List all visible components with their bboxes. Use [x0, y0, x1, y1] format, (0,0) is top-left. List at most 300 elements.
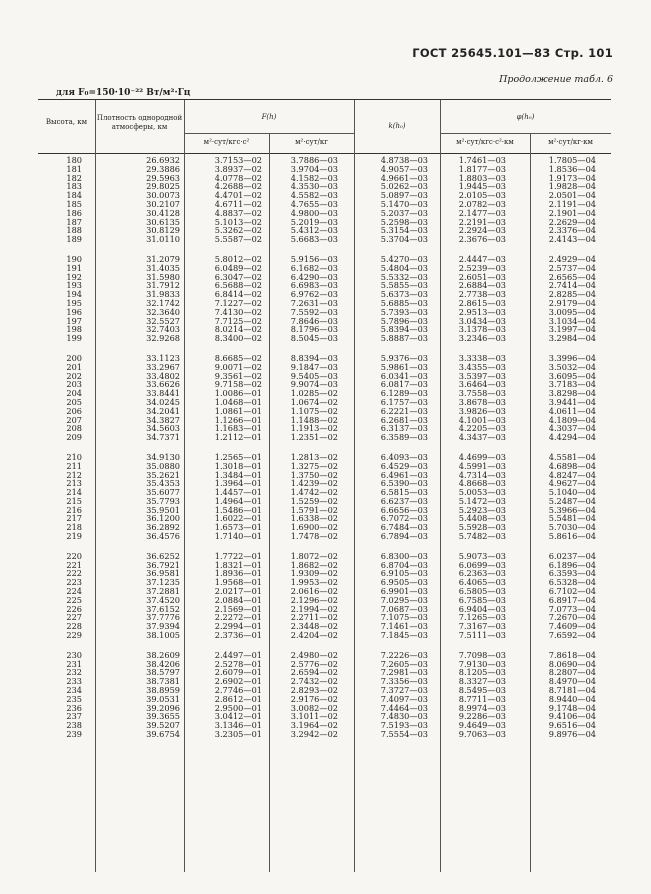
altitude-cell: 221 [66, 559, 82, 570]
density-cell: 34.0245 [146, 396, 180, 407]
altitude-cell: 184 [66, 190, 82, 201]
altitude-cell: 187 [66, 216, 82, 227]
density-cell: 34.5603 [146, 423, 180, 434]
density-cell: 35.7793 [146, 495, 180, 506]
altitude-cell: 214 [66, 487, 82, 498]
phi-unit2-cell: 2.1191—04 [548, 198, 596, 209]
f-unit2-cell: 1.0285—02 [290, 388, 338, 399]
f-unit1-cell: 2.6079—01 [214, 667, 262, 678]
f-unit2-cell: 2.3448—02 [290, 621, 338, 632]
density-cell: 29.3886 [146, 163, 180, 174]
f-unit1-cell: 9.7158—02 [214, 379, 262, 390]
f-unit1-cell: 6.0489—02 [214, 262, 262, 273]
phi-unit1-cell: 5.4408—03 [458, 513, 506, 524]
altitude-cell: 183 [66, 181, 82, 192]
phi-unit2-cell: 1.9173—04 [548, 172, 596, 183]
phi-unit1-cell: 5.7482—03 [458, 531, 506, 542]
k-cell: 4.8738—03 [380, 155, 428, 165]
phi-unit1-cell: 3.1378—03 [458, 324, 506, 335]
density-cell: 31.2079 [146, 253, 180, 264]
phi-unit2-cell: 8.0690—04 [548, 658, 596, 669]
altitude-cell: 226 [66, 603, 82, 614]
density-cell: 37.2881 [146, 586, 180, 597]
phi-unit1-cell: 9.7063—03 [458, 729, 506, 740]
k-cell: 6.8704—03 [380, 559, 428, 570]
density-cell: 33.2967 [146, 361, 180, 372]
f-unit2-cell: 3.0082—02 [290, 702, 338, 713]
row-group [38, 453, 611, 541]
k-cell: 5.5855—03 [380, 280, 428, 291]
density-cell: 39.5207 [146, 720, 180, 731]
altitude-cell: 182 [66, 172, 82, 183]
k-cell: 5.2598—03 [380, 216, 428, 227]
f-unit2-cell: 1.5791—02 [290, 504, 338, 515]
altitude-cell: 210 [66, 451, 82, 462]
density-cell: 38.2609 [146, 649, 180, 660]
altitude-cell: 220 [66, 550, 82, 561]
f-unit1-cell: 7.4130—02 [214, 306, 262, 317]
altitude-cell: 235 [66, 693, 82, 704]
phi-unit1-cell: 6.5805—03 [458, 586, 506, 597]
f-unit1-cell: 1.6573—01 [214, 522, 262, 533]
table-row [38, 433, 611, 442]
phi-unit2-cell: 2.1901—04 [548, 207, 596, 218]
f-unit1-cell: 8.3400—02 [214, 333, 262, 344]
density-cell: 30.0073 [146, 190, 180, 201]
phi-unit1-cell: 7.3167—03 [458, 621, 506, 632]
f-unit1-cell: 3.2305—01 [214, 729, 262, 740]
altitude-cell: 185 [66, 198, 82, 209]
phi-unit2-cell: 3.7183—04 [548, 379, 596, 390]
phi-unit1-cell: 1.9445—03 [458, 181, 506, 192]
phi-unit2-cell: 2.3376—04 [548, 225, 596, 236]
phi-unit2-cell: 4.1809—04 [548, 414, 596, 425]
density-cell: 30.6135 [146, 216, 180, 227]
phi-unit1-cell: 5.1472—03 [458, 495, 506, 506]
f-unit1-cell: 2.8612—01 [214, 693, 262, 704]
phi-unit1-cell: 1.7461—03 [458, 155, 506, 165]
table-row [38, 730, 611, 739]
phi-unit2-cell: 7.6592—04 [548, 630, 596, 641]
k-cell: 6.7484—03 [380, 522, 428, 533]
density-cell: 32.5527 [146, 315, 180, 326]
f-unit1-cell: 7.1227—02 [214, 297, 262, 308]
f-unit2-cell: 7.2631—03 [290, 297, 338, 308]
density-cell: 36.7921 [146, 559, 180, 570]
phi-unit2-cell: 3.3996—04 [548, 352, 596, 363]
altitude-cell: 231 [66, 658, 82, 669]
k-cell: 4.9661—03 [380, 172, 428, 183]
k-cell: 7.1075—03 [380, 612, 428, 623]
k-cell: 5.7393—03 [380, 306, 428, 317]
f-unit1-cell: 1.5486—01 [214, 504, 262, 515]
altitude-cell: 223 [66, 577, 82, 588]
k-cell: 6.6656—03 [380, 504, 428, 515]
phi-unit2-cell: 7.4609—04 [548, 621, 596, 632]
altitude-cell: 197 [66, 315, 82, 326]
f-unit2-cell: 1.9953—02 [290, 577, 338, 588]
phi-unit1-cell: 3.6464—03 [458, 379, 506, 390]
phi-unit1-cell: 6.9404—03 [458, 603, 506, 614]
phi-unit2-cell: 3.0095—04 [548, 306, 596, 317]
altitude-cell: 219 [66, 531, 82, 542]
altitude-cell: 199 [66, 333, 82, 344]
f-unit1-cell: 5.3262—02 [214, 225, 262, 236]
phi-unit2-cell: 5.3966—04 [548, 504, 596, 515]
f-unit1-cell: 5.8012—02 [214, 253, 262, 264]
phi-unit2-cell: 3.2984—04 [548, 333, 596, 344]
phi-unit2-cell: 6.3593—04 [548, 568, 596, 579]
phi-unit2-cell: 2.4143—04 [548, 234, 596, 245]
altitude-cell: 191 [66, 262, 82, 273]
phi-unit1-cell: 7.7098—03 [458, 649, 506, 660]
density-cell: 36.4576 [146, 531, 180, 542]
altitude-cell: 213 [66, 478, 82, 489]
f-unit1-cell: 1.7722—01 [214, 550, 262, 561]
phi-unit2-cell: 4.0611—04 [548, 405, 596, 416]
f-unit2-cell: 1.3275—02 [290, 460, 338, 471]
phi-unit2-cell: 8.7181—04 [548, 685, 596, 696]
f-unit2-cell: 6.1682—03 [290, 262, 338, 273]
phi-unit1-cell: 2.1477—03 [458, 207, 506, 218]
phi-unit1-cell: 9.4649—03 [458, 720, 506, 731]
k-cell: 6.0817—03 [380, 379, 428, 390]
phi-unit2-cell: 6.8917—04 [548, 594, 596, 605]
f-unit2-cell: 1.2813—02 [290, 451, 338, 462]
density-cell: 39.2096 [146, 702, 180, 713]
altitude-cell: 186 [66, 207, 82, 218]
k-cell: 6.4529—03 [380, 460, 428, 471]
f-unit2-cell: 2.1296—02 [290, 594, 338, 605]
density-cell: 30.2107 [146, 198, 180, 209]
altitude-cell: 198 [66, 324, 82, 335]
density-cell: 35.9501 [146, 504, 180, 515]
density-cell: 32.7403 [146, 324, 180, 335]
f-unit1-cell: 4.0778—02 [214, 172, 262, 183]
f-unit1-cell: 1.3484—01 [214, 469, 262, 480]
phi-unit2-cell: 4.8247—04 [548, 469, 596, 480]
altitude-cell: 181 [66, 163, 82, 174]
k-cell: 5.6885—03 [380, 297, 428, 308]
phi-unit1-cell: 4.1001—03 [458, 414, 506, 425]
f-unit2-cell: 1.3750—02 [290, 469, 338, 480]
table-row [38, 532, 611, 541]
f-unit2-cell: 3.1011—02 [290, 711, 338, 722]
f-unit1-cell: 2.4497—01 [214, 649, 262, 660]
density-cell: 39.6754 [146, 729, 180, 740]
table-row [38, 334, 611, 343]
altitude-cell: 201 [66, 361, 82, 372]
density-cell: 37.7776 [146, 612, 180, 623]
phi-unit2-cell: 3.8298—04 [548, 388, 596, 399]
f-unit2-cell: 4.7655—03 [290, 198, 338, 209]
phi-unit1-cell: 5.0053—03 [458, 487, 506, 498]
altitude-cell: 195 [66, 297, 82, 308]
row-group [38, 354, 611, 442]
density-cell: 34.7371 [146, 432, 180, 443]
f-unit2-cell: 2.4980—02 [290, 649, 338, 660]
header-f: F(h) [261, 113, 277, 121]
f-unit1-cell: 1.3964—01 [214, 478, 262, 489]
phi-unit2-cell: 2.2629—04 [548, 216, 596, 227]
header-altitude: Высота, км [45, 118, 88, 126]
table-body [38, 156, 611, 750]
density-cell: 35.2621 [146, 469, 180, 480]
density-cell: 31.0110 [146, 234, 180, 245]
phi-unit1-cell: 2.0782—03 [458, 198, 506, 209]
phi-unit2-cell: 5.5481—04 [548, 513, 596, 524]
f-unit1-cell: 1.1683—01 [214, 423, 262, 434]
phi-unit1-cell: 8.1205—03 [458, 667, 506, 678]
altitude-cell: 190 [66, 253, 82, 264]
f-unit2-cell: 1.1075—02 [290, 405, 338, 416]
f-unit1-cell: 1.7140—01 [214, 531, 262, 542]
phi-unit2-cell: 5.8616—04 [548, 531, 596, 542]
k-cell: 7.3356—03 [380, 676, 428, 687]
f-unit2-cell: 1.8682—02 [290, 559, 338, 570]
k-cell: 5.1470—03 [380, 198, 428, 209]
density-cell: 38.1005 [146, 630, 180, 641]
phi-unit2-cell: 4.6898—04 [548, 460, 596, 471]
f-unit2-cell: 8.5045—03 [290, 333, 338, 344]
phi-unit2-cell: 6.5328—04 [548, 577, 596, 588]
f-unit1-cell: 1.2112—01 [214, 432, 262, 443]
f-unit1-cell: 2.3736—01 [214, 630, 262, 641]
density-cell: 36.1200 [146, 513, 180, 524]
f-unit2-cell: 5.4312—03 [290, 225, 338, 236]
altitude-cell: 207 [66, 414, 82, 425]
altitude-cell: 192 [66, 271, 82, 282]
f-unit2-cell: 3.7886—03 [290, 155, 338, 165]
phi-unit1-cell: 8.3327—03 [458, 676, 506, 687]
k-cell: 6.2681—03 [380, 414, 428, 425]
k-cell: 7.4830—03 [380, 711, 428, 722]
altitude-cell: 212 [66, 469, 82, 480]
f-unit2-cell: 1.9309—02 [290, 568, 338, 579]
f-unit1-cell: 8.0214—02 [214, 324, 262, 335]
f-unit1-cell: 7.7125—02 [214, 315, 262, 326]
phi-unit1-cell: 3.2346—03 [458, 333, 506, 344]
phi-unit1-cell: 2.0105—03 [458, 190, 506, 201]
f-unit2-cell: 1.1913—02 [290, 423, 338, 434]
f-unit2-cell: 2.1994—02 [290, 603, 338, 614]
f-unit1-cell: 3.1346—01 [214, 720, 262, 731]
k-cell: 7.4097—03 [380, 693, 428, 704]
phi-unit1-cell: 2.4447—03 [458, 253, 506, 264]
phi-unit2-cell: 9.6516—04 [548, 720, 596, 731]
altitude-cell: 194 [66, 289, 82, 300]
phi-unit1-cell: 2.3676—03 [458, 234, 506, 245]
f-unit1-cell: 6.8414—02 [214, 289, 262, 300]
altitude-cell: 208 [66, 423, 82, 434]
f-unit1-cell: 4.2688—02 [214, 181, 262, 192]
f-unit2-cell: 1.8072—02 [290, 550, 338, 561]
f-unit2-cell: 5.9156—03 [290, 253, 338, 264]
phi-unit2-cell: 6.0237—04 [548, 550, 596, 561]
altitude-cell: 218 [66, 522, 82, 533]
phi-unit1-cell: 2.5239—03 [458, 262, 506, 273]
phi-unit2-cell: 9.4106—04 [548, 711, 596, 722]
row-group [38, 651, 611, 739]
density-cell: 31.9833 [146, 289, 180, 300]
phi-unit1-cell: 7.5111—03 [458, 630, 506, 641]
f-unit2-cell: 1.6338—02 [290, 513, 338, 524]
row-group [38, 255, 611, 343]
density-cell: 34.2041 [146, 405, 180, 416]
density-cell: 35.4353 [146, 478, 180, 489]
phi-unit1-cell: 4.5991—03 [458, 460, 506, 471]
altitude-cell: 196 [66, 306, 82, 317]
header-phi-unit2: м²·сут/кг·км [548, 138, 593, 146]
k-cell: 6.5815—03 [380, 487, 428, 498]
density-cell: 39.3655 [146, 711, 180, 722]
density-cell: 32.3640 [146, 306, 180, 317]
k-cell: 5.4270—03 [380, 253, 428, 264]
density-cell: 38.5797 [146, 667, 180, 678]
atmosphere-table [38, 99, 611, 740]
phi-unit1-cell: 1.8177—03 [458, 163, 506, 174]
phi-unit2-cell: 8.9440—04 [548, 693, 596, 704]
f-unit1-cell: 1.0086—01 [214, 388, 262, 399]
header-f-unit1: м²·сут/кгс·с² [203, 138, 250, 146]
f-unit1-cell: 3.0412—01 [214, 711, 262, 722]
altitude-cell: 227 [66, 612, 82, 623]
phi-unit2-cell: 3.1034—04 [548, 315, 596, 326]
altitude-cell: 236 [66, 702, 82, 713]
f-unit1-cell: 9.0071—02 [214, 361, 262, 372]
f-unit2-cell: 2.2711—02 [290, 612, 338, 623]
phi-unit1-cell: 5.2923—03 [458, 504, 506, 515]
f-unit1-cell: 2.5278—01 [214, 658, 262, 669]
k-cell: 6.9505—03 [380, 577, 428, 588]
f-unit2-cell: 8.1796—03 [290, 324, 338, 335]
altitude-cell: 233 [66, 676, 82, 687]
k-cell: 6.0341—03 [380, 370, 428, 381]
f-unit1-cell: 1.0861—01 [214, 405, 262, 416]
k-cell: 7.2605—03 [380, 658, 428, 669]
k-cell: 7.2226—03 [380, 649, 428, 660]
f-unit1-cell: 1.0468—01 [214, 396, 262, 407]
f-unit1-cell: 1.2565—01 [214, 451, 262, 462]
k-cell: 5.0897—03 [380, 190, 428, 201]
altitude-cell: 211 [66, 460, 82, 471]
k-cell: 7.4464—03 [380, 702, 428, 713]
altitude-cell: 232 [66, 667, 82, 678]
phi-unit1-cell: 3.9826—03 [458, 405, 506, 416]
altitude-cell: 237 [66, 711, 82, 722]
f-unit1-cell: 2.1569—01 [214, 603, 262, 614]
f-unit2-cell: 1.7478—02 [290, 531, 338, 542]
header-phi-unit1: м²·сут/кгс·с²·км [456, 138, 514, 146]
f-unit1-cell: 1.4964—01 [214, 495, 262, 506]
k-cell: 6.9105—03 [380, 568, 428, 579]
document-reference: ГОСТ 25645.101—83 Стр. 101 [412, 46, 613, 60]
density-cell: 37.9394 [146, 621, 180, 632]
phi-unit1-cell: 3.8678—03 [458, 396, 506, 407]
k-cell: 7.0295—03 [380, 594, 428, 605]
phi-unit1-cell: 2.6884—03 [458, 280, 506, 291]
phi-unit1-cell: 8.5495—03 [458, 685, 506, 696]
density-cell: 36.9581 [146, 568, 180, 579]
phi-unit1-cell: 2.2924—03 [458, 225, 506, 236]
density-cell: 32.1742 [146, 297, 180, 308]
altitude-cell: 224 [66, 586, 82, 597]
phi-unit1-cell: 2.8615—03 [458, 297, 506, 308]
f-unit1-cell: 2.2994—01 [214, 621, 262, 632]
k-cell: 6.4961—03 [380, 469, 428, 480]
f-unit1-cell: 1.3018—01 [214, 460, 262, 471]
f-unit2-cell: 8.8394—03 [290, 352, 338, 363]
phi-unit2-cell: 6.7102—04 [548, 586, 596, 597]
density-cell: 36.2892 [146, 522, 180, 533]
phi-unit2-cell: 7.2670—04 [548, 612, 596, 623]
altitude-cell: 239 [66, 729, 82, 740]
f-unit2-cell: 6.6983—03 [290, 280, 338, 291]
f-unit2-cell: 9.9074—03 [290, 379, 338, 390]
phi-unit2-cell: 2.4929—04 [548, 253, 596, 264]
phi-unit1-cell: 3.0434—03 [458, 315, 506, 326]
f-unit2-cell: 7.8646—03 [290, 315, 338, 326]
k-cell: 5.9861—03 [380, 361, 428, 372]
phi-unit1-cell: 6.2363—03 [458, 568, 506, 579]
table-header [38, 99, 611, 154]
altitude-cell: 206 [66, 405, 82, 416]
density-cell: 31.7912 [146, 280, 180, 291]
altitude-cell: 200 [66, 352, 82, 363]
phi-unit2-cell: 6.1896—04 [548, 559, 596, 570]
phi-unit2-cell: 8.2807—04 [548, 667, 596, 678]
k-cell: 7.0687—03 [380, 603, 428, 614]
k-cell: 7.5193—03 [380, 720, 428, 731]
density-cell: 34.3827 [146, 414, 180, 425]
f-unit2-cell: 4.1582—03 [290, 172, 338, 183]
phi-unit2-cell: 3.9441—04 [548, 396, 596, 407]
phi-unit2-cell: 9.8976—04 [548, 729, 596, 740]
k-cell: 5.6373—03 [380, 289, 428, 300]
k-cell: 6.3137—03 [380, 423, 428, 434]
k-cell: 5.2037—03 [380, 207, 428, 218]
k-cell: 5.0262—03 [380, 181, 428, 192]
altitude-cell: 234 [66, 685, 82, 696]
f-unit2-cell: 2.0616—02 [290, 586, 338, 597]
k-cell: 5.9376—03 [380, 352, 428, 363]
phi-unit2-cell: 3.1997—04 [548, 324, 596, 335]
header-density: Плотность однородной атмосферы, км [96, 114, 183, 131]
header-phi: φ(h₀) [516, 113, 535, 121]
phi-unit2-cell: 7.8618—04 [548, 649, 596, 660]
density-cell: 38.8959 [146, 685, 180, 696]
density-cell: 32.9268 [146, 333, 180, 344]
phi-unit1-cell: 6.7585—03 [458, 594, 506, 605]
phi-unit2-cell: 1.7805—04 [548, 155, 596, 165]
phi-unit2-cell: 5.1040—04 [548, 487, 596, 498]
f-unit2-cell: 2.9176—02 [290, 693, 338, 704]
density-cell: 33.6626 [146, 379, 180, 390]
phi-unit2-cell: 2.5737—04 [548, 262, 596, 273]
k-cell: 7.2981—03 [380, 667, 428, 678]
altitude-cell: 189 [66, 234, 82, 245]
k-cell: 6.7894—03 [380, 531, 428, 542]
f-unit1-cell: 1.1266—01 [214, 414, 262, 425]
phi-unit2-cell: 2.9179—04 [548, 297, 596, 308]
f-unit2-cell: 1.4239—02 [290, 478, 338, 489]
density-cell: 31.4035 [146, 262, 180, 273]
density-cell: 39.0531 [146, 693, 180, 704]
f-unit1-cell: 4.8837—02 [214, 207, 262, 218]
phi-unit2-cell: 3.6095—04 [548, 370, 596, 381]
phi-unit2-cell: 5.7030—04 [548, 522, 596, 533]
density-cell: 26.6932 [146, 155, 180, 165]
